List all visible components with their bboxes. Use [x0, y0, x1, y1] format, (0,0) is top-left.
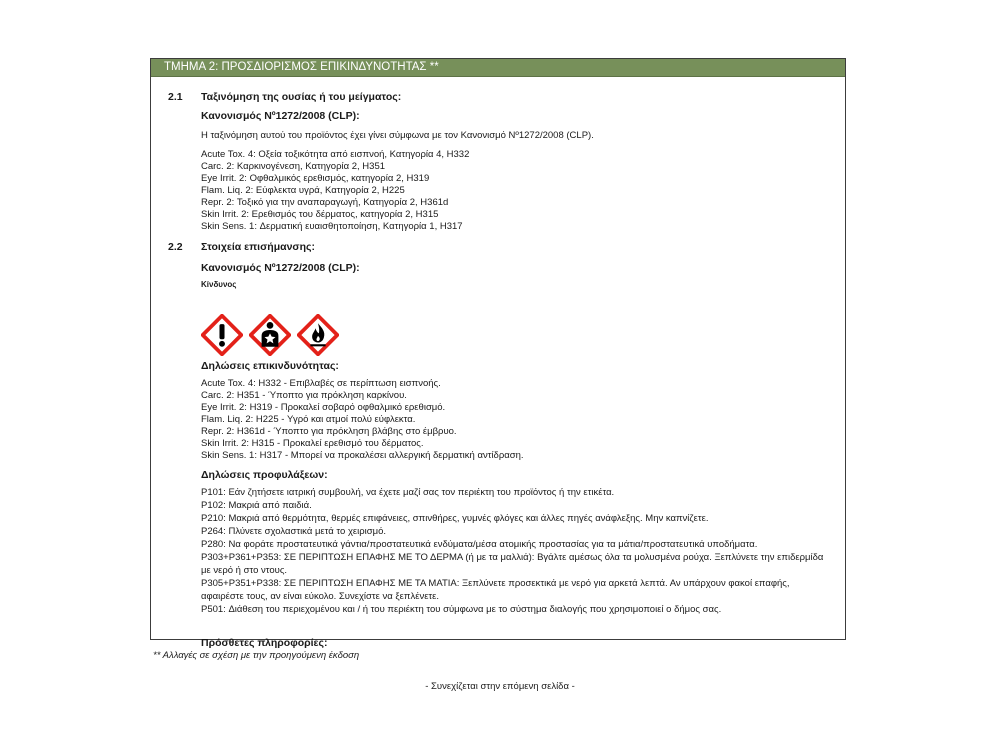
- precautionary-statement: P305+P351+P338: ΣΕ ΠΕΡΙΠΤΩΣΗ ΕΠΑΦΗΣ ΜΕ ΤΑ ΜΑΤΙΑ: Ξεπλύνετε προσεκτικά με νερό για αρκετά λεπτά. Αν υπάρχουν φακοί επαφής, αφαιρέστε τους, αν είναι εύκολο. Συνεχίστε να ξεπλένετε.: [201, 578, 790, 602]
- regulation-heading-2-2: Κανονισμός Nº1272/2008 (CLP):: [201, 262, 360, 274]
- classification-item: Acute Tox. 4: Οξεία τοξικότητα από εισπνοή, Κατηγορία 4, H332: [201, 149, 470, 160]
- hazard-statement: Acute Tox. 4: H332 - Επιβλαβές σε περίπτωση εισπνοής.: [201, 378, 441, 389]
- continued-notice: - Συνεχίζεται στην επόμενη σελίδα -: [425, 681, 575, 692]
- classification-item: Flam. Liq. 2: Εύφλεκτα υγρά, Κατηγορία 2, H225: [201, 185, 405, 196]
- precautionary-statement: P101: Εάν ζητήσετε ιατρική συμβουλή, να έχετε μαζί σας τον περιέκτη του προϊόντος ή την ετικέτα.: [201, 487, 615, 498]
- classification-item: Eye Irrit. 2: Οφθαλμικός ερεθισμός, κατηγορία 2, H319: [201, 173, 430, 184]
- hazard-statement: Eye Irrit. 2: H319 - Προκαλεί σοβαρό οφθαλμικό ερεθισμό.: [201, 402, 446, 413]
- classification-intro: Η ταξινόμηση αυτού του προϊόντος έχει γίνει σύμφωνα με τον Κανονισμό Nº1272/2008 (CLP).: [201, 130, 594, 141]
- precautionary-statement: P264: Πλύνετε σχολαστικά μετά το χειρισμό.: [201, 526, 387, 537]
- classification-item: Skin Sens. 1: Δερματική ευαισθητοποίηση, Κατηγορία 1, H317: [201, 221, 463, 232]
- classification-item: Skin Irrit. 2: Ερεθισμός του δέρματος, κατηγορία 2, H315: [201, 209, 439, 220]
- precautionary-statement: P102: Μακριά από παιδιά.: [201, 500, 312, 511]
- precautionary-statements-title: Δηλώσεις προφυλάξεων:: [201, 469, 328, 481]
- hazard-statement: Skin Irrit. 2: H315 - Προκαλεί ερεθισμό του δέρματος.: [201, 438, 424, 449]
- hazard-statement: Skin Sens. 1: H317 - Μπορεί να προκαλέσει αλλεργική δερματική αντίδραση.: [201, 450, 524, 461]
- hazard-statement: Repr. 2: H361d - Ύποπτο για πρόκληση βλάβης στο έμβρυο.: [201, 426, 457, 437]
- hazard-statement: Carc. 2: H351 - Ύποπτο για πρόκληση καρκίνου.: [201, 390, 407, 401]
- precautionary-statement: P303+P361+P353: ΣΕ ΠΕΡΙΠΤΩΣΗ ΕΠΑΦΗΣ ΜΕ ΤΟ ΔΕΡΜΑ (ή με τα μαλλιά): Βγάλτε αμέσως όλα τα μολυσμένα ρούχα. Ξεπλύνετε την επιδερμίδα με νερό ή στο ντους.: [201, 552, 824, 576]
- classification-item: Carc. 2: Καρκινογένεση, Κατηγορία 2, H351: [201, 161, 386, 172]
- health-hazard-icon: [249, 314, 291, 356]
- subsection-number-2-1: 2.1: [168, 91, 183, 103]
- precautionary-statement: P280: Να φοράτε προστατευτικά γάντια/προστατευτικά ενδύματα/μέσα ατομικής προστασίας για τα μάτια/προστατευτικά υποδήματα.: [201, 539, 758, 550]
- classification-item: Repr. 2: Τοξικό για την αναπαραγωγή, Κατηγορία 2, H361d: [201, 197, 449, 208]
- hazard-statement: Flam. Liq. 2: H225 - Υγρό και ατμοί πολύ εύφλεκτα.: [201, 414, 416, 425]
- precautionary-statement: P501: Διάθεση του περιεχομένου και / ή του περιέκτη του σύμφωνα με το σύστημα διαλογής που χρησιμοποιεί ο δήμος σας.: [201, 604, 722, 615]
- exclamation-mark-icon: [201, 314, 243, 356]
- precautionary-statement: P210: Μακριά από θερμότητα, θερμές επιφάνειες, σπινθήρες, γυμνές φλόγες και άλλες πηγές ανάφλεξης. Μην καπνίζετε.: [201, 513, 709, 524]
- ghs-pictograms: [201, 314, 339, 356]
- additional-info-title: Πρόσθετες πληροφορίες:: [201, 637, 328, 649]
- subsection-title-2-1: Ταξινόμηση της ουσίας ή του μείγματος:: [201, 91, 402, 103]
- hazard-statements-title: Δηλώσεις επικινδυνότητας:: [201, 360, 339, 372]
- regulation-heading-2-1: Κανονισμός Nº1272/2008 (CLP):: [201, 110, 360, 122]
- signal-word: Κίνδυνος: [201, 280, 237, 289]
- revision-footnote: ** Αλλαγές σε σχέση με την προηγούμενη έκδοση: [153, 650, 360, 661]
- subsection-number-2-2: 2.2: [168, 241, 183, 253]
- flame-icon: [297, 314, 339, 356]
- section-frame: [150, 58, 846, 649]
- section-header: ΤΜΗΜΑ 2: ΠΡΟΣΔΙΟΡΙΣΜΟΣ ΕΠΙΚΙΝΔΥΝΟΤΗΤΑΣ **: [151, 59, 845, 77]
- subsection-title-2-2: Στοιχεία επισήμανσης:: [201, 241, 315, 253]
